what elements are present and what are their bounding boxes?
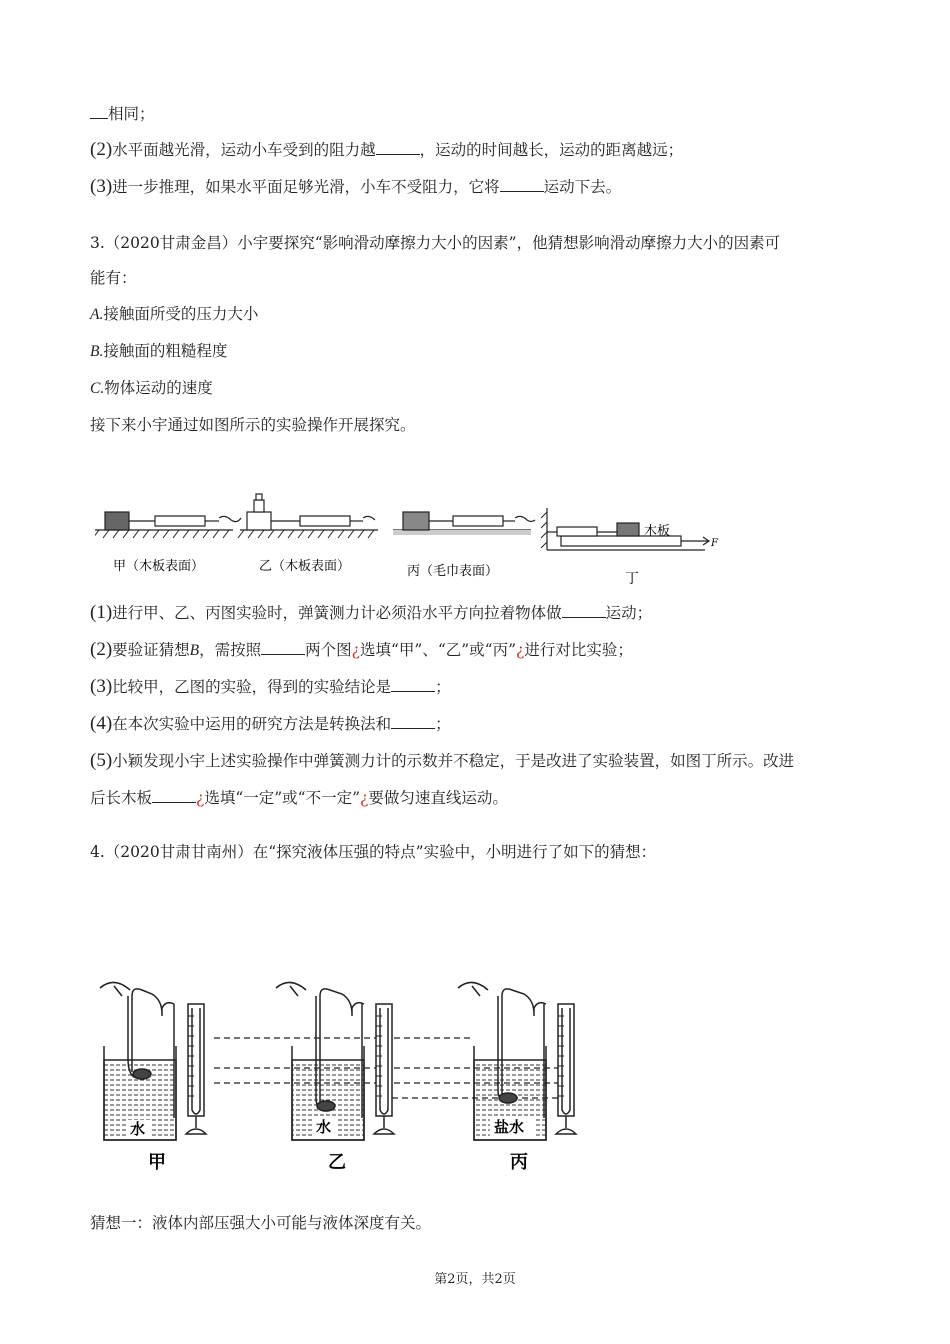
board-label: 木板 [644, 524, 671, 539]
q3-lead: 接下来小宇通过如图所示的实验操作开展探究。 [90, 416, 416, 434]
answer-blank [376, 140, 420, 155]
caption-bing: 丙（毛巾表面） [407, 564, 499, 579]
liquid-label-bing: 盐水 [494, 1118, 525, 1136]
caption-bing: 丙 [510, 1152, 528, 1173]
q4-guess1: 猜想一：液体内部压强大小可能与液体深度有关。 [90, 1214, 432, 1232]
q3-intro: 3.（2020甘肃金昌）小宇要探究“影响滑动摩擦力大小的因素”，他猜想影响滑动摩擦力大小的因素可 [90, 234, 781, 252]
page-footer: 第2页，共2页 [434, 1272, 516, 1287]
caption-ding: 丁 [625, 571, 639, 587]
q3-sub5: (5)小颖发现小宇上述实验操作中弹簧测力计的示数并不稳定，于是改进了实验装置，如图丁所示。改进 [90, 750, 795, 771]
answer-blank [500, 177, 544, 192]
liquid-label-yi: 水 [316, 1118, 332, 1136]
q3-sub4: (4)在本次实验中运用的研究方法是转换法和 ； [90, 713, 451, 734]
q3-option-b: B.接触面的粗糙程度 [90, 342, 228, 360]
answer-blank [391, 714, 435, 729]
caption-jia: 甲 [148, 1152, 166, 1173]
friction-experiment-figure [95, 488, 725, 588]
q3-intro-cont: 能有： [90, 269, 137, 287]
q3-sub1: (1)进行甲、乙、丙图实验时，弹簧测力计必须沿水平方向拉着物体做 运动； [90, 602, 653, 623]
caption-yi: 乙 [328, 1152, 346, 1173]
q3-option-a: A.接触面所受的压力大小 [90, 305, 259, 323]
q3-sub2: (2)要验证猜想B，需按照 两个图¿选填“甲”、“乙”或“丙”¿进行对比实验； [90, 639, 633, 660]
answer-blank [261, 640, 305, 655]
q2-sub3: (3)进一步推理，如果水平面足够光滑，小车不受阻力，它将 运动下去。 [90, 176, 622, 197]
liquid-pressure-figure [92, 968, 592, 1178]
force-label: F [711, 538, 718, 549]
liquid-label-jia: 水 [130, 1120, 146, 1138]
q4-intro: 4.（2020甘肃甘南州）在“探究液体压强的特点”实验中，小明进行了如下的猜想： [90, 843, 657, 861]
answer-blank [90, 104, 108, 119]
q3-sub5-cont: 后长木板 ¿选填“一定”或“不一定”¿要做匀速直线运动。 [90, 789, 508, 807]
answer-blank [152, 788, 196, 803]
answer-blank [391, 677, 435, 692]
caption-jia: 甲（木板表面） [113, 559, 205, 574]
caption-yi: 乙（木板表面） [259, 559, 351, 574]
q3-option-c: C.物体运动的速度 [90, 379, 213, 397]
q2-line-tail: 相同； [90, 103, 155, 125]
answer-blank [562, 603, 606, 618]
q3-sub3: (3)比较甲，乙图的实验，得到的实验结论是 ； [90, 676, 451, 697]
q2-sub2: (2)水平面越光滑，运动小车受到的阻力越 ，运动的时间越长，运动的距离越远； [90, 139, 684, 160]
